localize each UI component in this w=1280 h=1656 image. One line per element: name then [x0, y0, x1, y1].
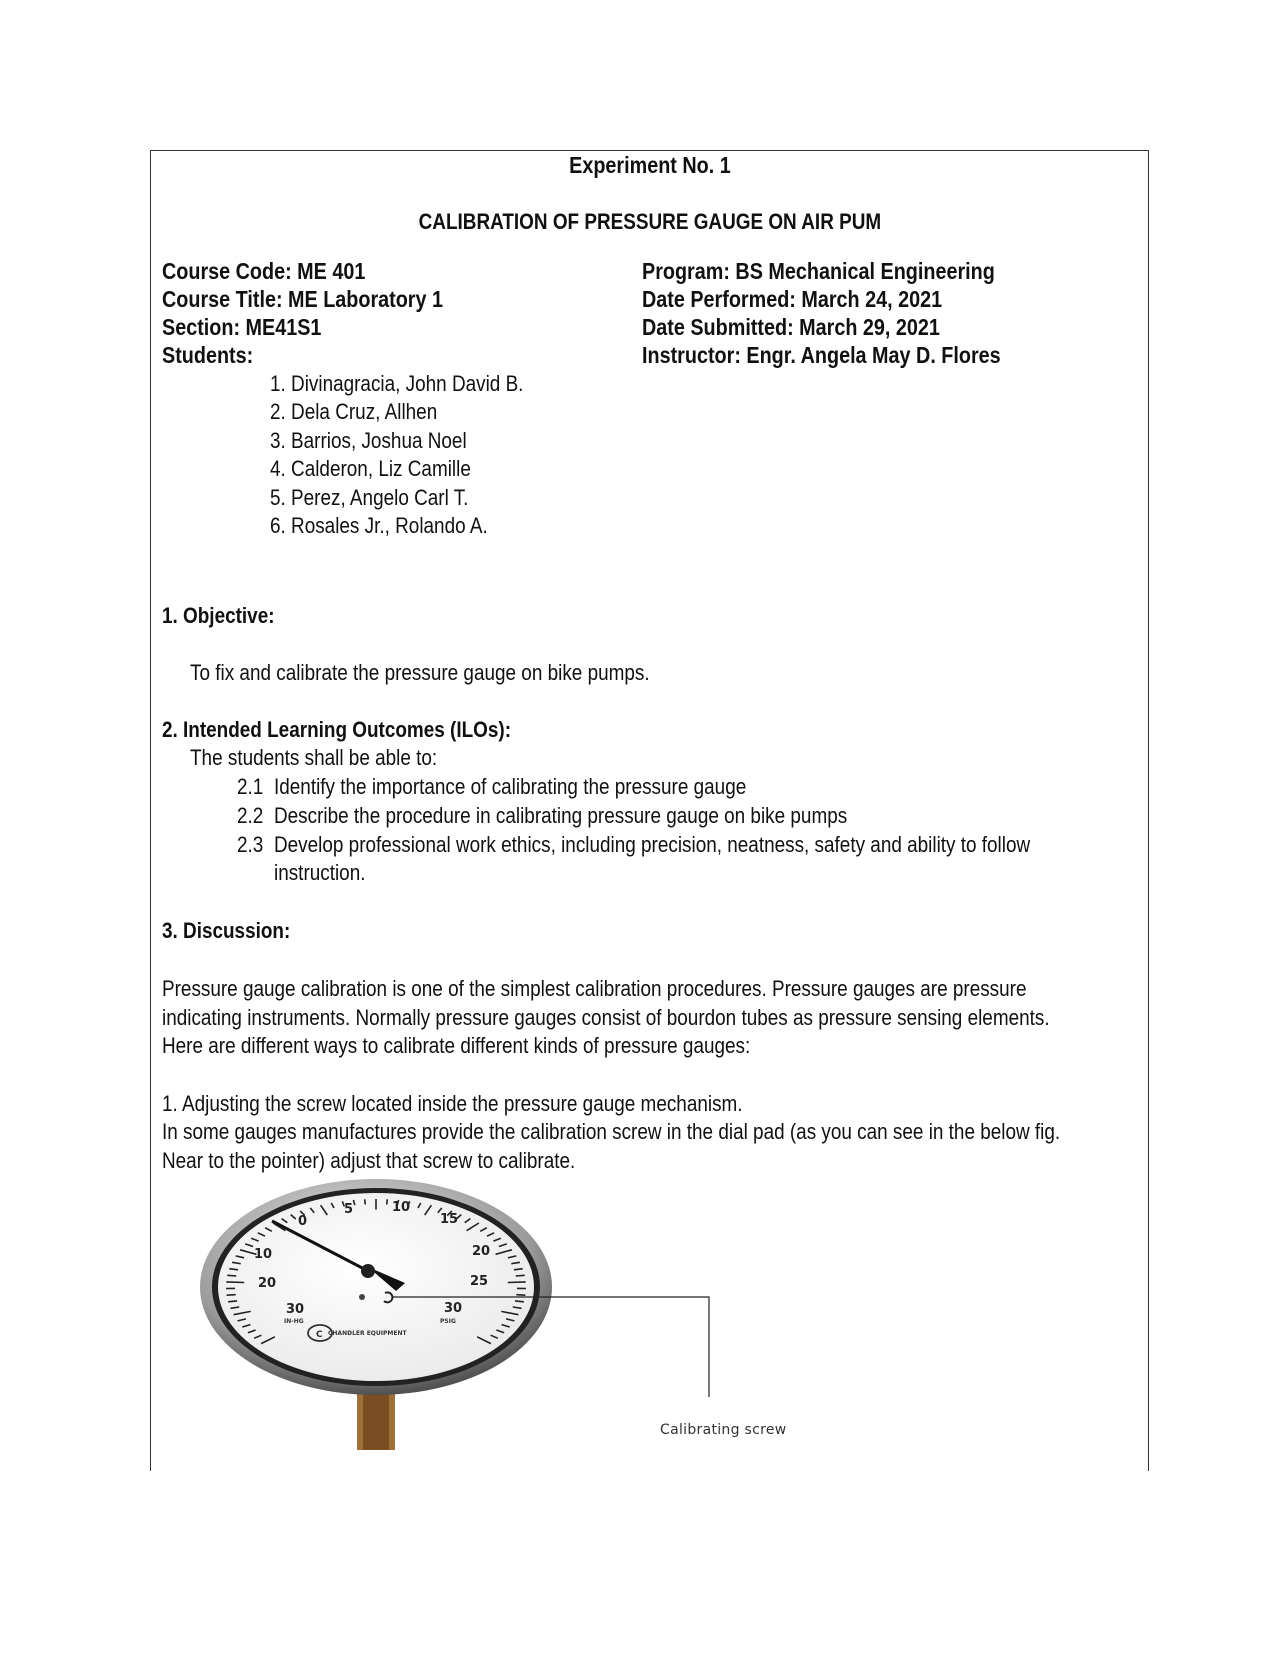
course-code: Course Code: ME 401 [162, 258, 366, 284]
gauge-label-20-right: 20 [472, 1244, 491, 1259]
gauge-label-10: 10 [392, 1200, 411, 1215]
discussion-line: Here are different ways to calibrate different kinds of pressure gauges: [162, 1033, 751, 1058]
gauge-tick [227, 1275, 236, 1276]
discussion-line: In some gauges manufactures provide the calibration screw in the dial pad (as you can see in the below fig. [162, 1119, 1061, 1144]
ilo-number: 2.3 [237, 832, 264, 857]
gauge-tick [365, 1199, 366, 1204]
gauge-label-0: 0 [298, 1214, 308, 1229]
students-label: Students: [162, 342, 254, 368]
gauge-tick [515, 1301, 524, 1302]
gauge-tick [229, 1269, 238, 1270]
discussion-line: Pressure gauge calibration is one of the simplest calibration procedures. Pressure gauges are pressure [162, 976, 1027, 1001]
date-performed: Date Performed: March 24, 2021 [642, 286, 943, 312]
student-item: 2. Dela Cruz, Allhen [270, 399, 438, 424]
discussion-line: Near to the pointer) adjust that screw to calibrate. [162, 1148, 576, 1173]
discussion-heading: 3. Discussion: [162, 918, 291, 943]
student-item: 1. Divinagracia, John David B. [270, 371, 524, 396]
instructor: Instructor: Engr. Angela May D. Flores [642, 342, 1001, 368]
gauge-label-25: 25 [470, 1274, 489, 1289]
section: Section: ME41S1 [162, 314, 322, 340]
experiment-number: Experiment No. 1 [568, 152, 731, 178]
ilo-text: Identify the importance of calibrating the pressure gauge [274, 774, 747, 799]
ilo-text-continued: instruction. [274, 860, 366, 885]
ilo-text: Develop professional work ethics, including precision, neatness, safety and ability to follow [274, 832, 1031, 857]
ilo-number: 2.2 [237, 803, 264, 828]
student-item: 5. Perez, Angelo Carl T. [270, 485, 469, 510]
brand-logo-letter: C [316, 1330, 323, 1340]
gauge-label-5: 5 [344, 1202, 354, 1217]
gauge-brand: CHANDLER EQUIPMENT [328, 1330, 407, 1337]
gauge-tick [228, 1301, 237, 1302]
gauge-tick [227, 1295, 236, 1296]
objective-heading: 1. Objective: [162, 603, 275, 628]
gauge-label-30-right: 30 [444, 1301, 463, 1316]
objective-text: To fix and calibrate the pressure gauge on bike pumps. [190, 660, 650, 685]
gauge-tick [508, 1282, 526, 1283]
gauge-pointer-hub [361, 1264, 375, 1278]
gauge-tick [516, 1275, 525, 1276]
gauge-label-20-left: 20 [258, 1276, 277, 1291]
course-title: Course Title: ME Laboratory 1 [162, 286, 444, 312]
student-item: 4. Calderon, Liz Camille [270, 456, 471, 481]
gauge-tick [387, 1199, 388, 1204]
callout-label: Calibrating screw [660, 1422, 787, 1438]
discussion-line: indicating instruments. Normally pressure gauges consist of bourdon tubes as pressure sensing elements. [162, 1005, 1050, 1030]
ilos-intro: The students shall be able to: [190, 745, 438, 770]
student-item: 6. Rosales Jr., Rolando A. [270, 513, 488, 538]
gauge-label-15: 15 [440, 1212, 459, 1227]
ilos-heading: 2. Intended Learning Outcomes (ILOs): [162, 717, 512, 742]
gauge-unit-inhg: IN-HG [284, 1318, 304, 1325]
gauge-unit-psig: PSIG [440, 1318, 456, 1325]
program: Program: BS Mechanical Engineering [642, 258, 995, 284]
date-submitted: Date Submitted: March 29, 2021 [642, 314, 940, 340]
document-title: CALIBRATION OF PRESSURE GAUGE ON AIR PUM [418, 209, 881, 234]
student-item: 3. Barrios, Joshua Noel [270, 428, 467, 453]
ilo-number: 2.1 [237, 774, 264, 799]
discussion-line: 1. Adjusting the screw located inside the pressure gauge mechanism. [162, 1091, 743, 1116]
gauge-label-10-left: 10 [254, 1247, 273, 1262]
gauge-tick [516, 1295, 525, 1296]
gauge-tick [514, 1269, 523, 1270]
ilo-text: Describe the procedure in calibrating pressure gauge on bike pumps [274, 803, 848, 828]
gauge-label-30-left: 30 [286, 1302, 305, 1317]
pressure-gauge-figure [200, 1175, 760, 1450]
gauge-tick [226, 1282, 244, 1283]
dial-dot [359, 1294, 365, 1300]
